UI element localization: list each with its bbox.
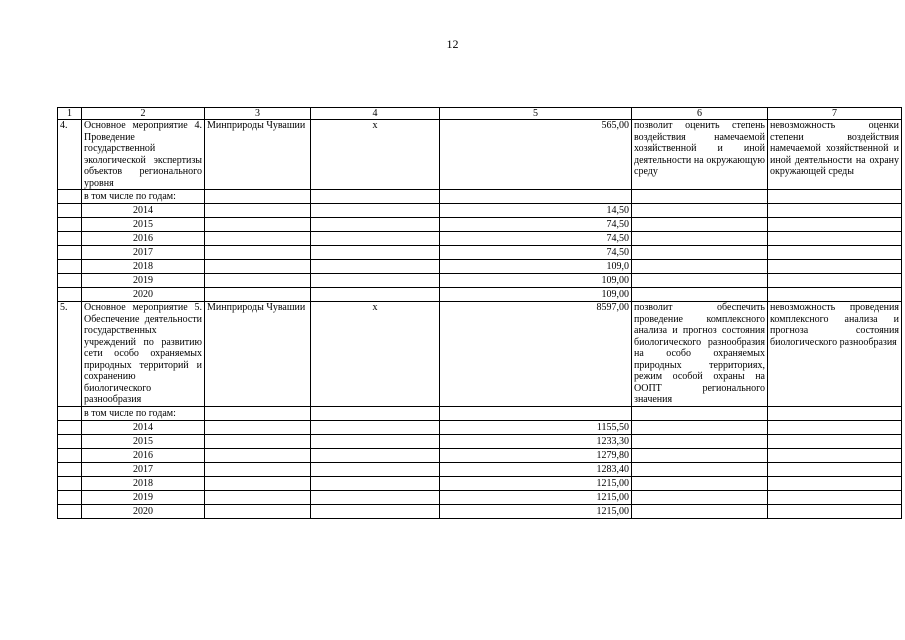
empty-cell <box>632 504 768 518</box>
year-label: 2015 <box>82 218 205 232</box>
empty-cell <box>205 204 311 218</box>
empty-cell <box>205 448 311 462</box>
empty-cell <box>632 274 768 288</box>
empty-cell <box>311 420 440 434</box>
column-header: 2 <box>82 108 205 120</box>
empty-cell <box>58 288 82 302</box>
program-measures-table <box>57 107 902 519</box>
year-label: 2020 <box>82 288 205 302</box>
empty-cell <box>632 260 768 274</box>
empty-cell <box>205 218 311 232</box>
empty-cell <box>768 448 902 462</box>
empty-cell <box>311 204 440 218</box>
by-years-row <box>58 406 902 420</box>
page-number: 12 <box>446 37 459 51</box>
empty-cell <box>58 232 82 246</box>
year-row <box>58 462 902 476</box>
measure-risk: невозможность проведения комплексного анализа и прогноза состояния биологического разнообразия <box>768 302 902 407</box>
empty-cell <box>205 260 311 274</box>
empty-cell <box>58 420 82 434</box>
empty-cell <box>768 406 902 420</box>
empty-cell <box>632 190 768 204</box>
year-row <box>58 448 902 462</box>
year-label: 2019 <box>82 274 205 288</box>
empty-cell <box>632 434 768 448</box>
by-years-label: в том числе по годам: <box>82 190 205 204</box>
empty-cell <box>58 260 82 274</box>
measure-col4: х <box>311 120 440 190</box>
year-label: 2017 <box>82 462 205 476</box>
empty-cell <box>440 406 632 420</box>
year-value: 1215,00 <box>440 504 632 518</box>
empty-cell <box>632 246 768 260</box>
empty-cell <box>632 462 768 476</box>
empty-cell <box>632 288 768 302</box>
year-value: 1215,00 <box>440 476 632 490</box>
year-row <box>58 260 902 274</box>
year-label: 2020 <box>82 504 205 518</box>
year-row <box>58 420 902 434</box>
measure-total: 8597,00 <box>440 302 632 407</box>
column-header: 5 <box>440 108 632 120</box>
year-label: 2016 <box>82 232 205 246</box>
year-value: 1233,30 <box>440 434 632 448</box>
empty-cell <box>311 476 440 490</box>
year-label: 2016 <box>82 448 205 462</box>
year-row <box>58 204 902 218</box>
empty-cell <box>205 190 311 204</box>
measure-number: 4. <box>58 120 82 190</box>
year-label: 2015 <box>82 434 205 448</box>
measure-result: позволит обеспечить проведение комплексного анализа и прогноз состояния биологического разнообразия на особо охраняемых природных территориях, режим особой охраны на ООПТ регионального значения <box>632 302 768 407</box>
header-row <box>58 108 902 120</box>
empty-cell <box>632 232 768 246</box>
empty-cell <box>58 476 82 490</box>
empty-cell <box>440 190 632 204</box>
by-years-row <box>58 190 902 204</box>
year-value: 74,50 <box>440 232 632 246</box>
year-value: 14,50 <box>440 204 632 218</box>
empty-cell <box>58 204 82 218</box>
year-label: 2014 <box>82 204 205 218</box>
empty-cell <box>311 274 440 288</box>
empty-cell <box>632 420 768 434</box>
empty-cell <box>58 490 82 504</box>
empty-cell <box>311 434 440 448</box>
empty-cell <box>632 490 768 504</box>
empty-cell <box>58 434 82 448</box>
year-value: 109,00 <box>440 274 632 288</box>
year-row <box>58 490 902 504</box>
year-row <box>58 246 902 260</box>
empty-cell <box>311 190 440 204</box>
empty-cell <box>311 218 440 232</box>
empty-cell <box>205 406 311 420</box>
measure-executor: Минприроды Чувашии <box>205 302 311 407</box>
empty-cell <box>58 246 82 260</box>
empty-cell <box>311 448 440 462</box>
empty-cell <box>768 232 902 246</box>
year-row <box>58 288 902 302</box>
empty-cell <box>205 420 311 434</box>
year-row <box>58 504 902 518</box>
empty-cell <box>768 190 902 204</box>
empty-cell <box>768 260 902 274</box>
empty-cell <box>768 204 902 218</box>
column-header: 3 <box>205 108 311 120</box>
empty-cell <box>311 288 440 302</box>
empty-cell <box>205 476 311 490</box>
column-header: 6 <box>632 108 768 120</box>
year-label: 2017 <box>82 246 205 260</box>
empty-cell <box>205 434 311 448</box>
empty-cell <box>311 504 440 518</box>
empty-cell <box>58 218 82 232</box>
by-years-label: в том числе по годам: <box>82 406 205 420</box>
empty-cell <box>768 434 902 448</box>
empty-cell <box>205 462 311 476</box>
year-value: 109,0 <box>440 260 632 274</box>
measure-number: 5. <box>58 302 82 407</box>
empty-cell <box>632 448 768 462</box>
column-header: 7 <box>768 108 902 120</box>
measure-risk: невозможность оценки степени воздействия намечаемой хозяйственной и иной деятельности на охрану окружающей среды <box>768 120 902 190</box>
year-value: 74,50 <box>440 246 632 260</box>
measure-row <box>58 302 902 407</box>
empty-cell <box>632 476 768 490</box>
empty-cell <box>768 218 902 232</box>
measure-executor: Минприроды Чувашии <box>205 120 311 190</box>
empty-cell <box>205 288 311 302</box>
empty-cell <box>311 490 440 504</box>
measure-name: Основное мероприятие 4. Проведение государственной экологической экспертизы объектов регионального уровня <box>82 120 205 190</box>
year-row <box>58 434 902 448</box>
measure-result: позволит оценить степень воздействия намечаемой хозяйственной и иной деятельности на окружающую среду <box>632 120 768 190</box>
year-row <box>58 274 902 288</box>
empty-cell <box>58 504 82 518</box>
empty-cell <box>632 406 768 420</box>
empty-cell <box>768 274 902 288</box>
year-value: 109,00 <box>440 288 632 302</box>
measure-row <box>58 120 902 190</box>
empty-cell <box>311 462 440 476</box>
year-label: 2019 <box>82 490 205 504</box>
year-row <box>58 476 902 490</box>
empty-cell <box>311 232 440 246</box>
empty-cell <box>311 406 440 420</box>
empty-cell <box>205 274 311 288</box>
empty-cell <box>768 420 902 434</box>
empty-cell <box>311 246 440 260</box>
empty-cell <box>768 476 902 490</box>
empty-cell <box>58 462 82 476</box>
empty-cell <box>311 260 440 274</box>
empty-cell <box>205 504 311 518</box>
empty-cell <box>58 406 82 420</box>
empty-cell <box>768 462 902 476</box>
year-value: 1279,80 <box>440 448 632 462</box>
empty-cell <box>58 190 82 204</box>
year-value: 1155,50 <box>440 420 632 434</box>
empty-cell <box>58 274 82 288</box>
year-row <box>58 218 902 232</box>
empty-cell <box>632 218 768 232</box>
year-value: 74,50 <box>440 218 632 232</box>
empty-cell <box>205 490 311 504</box>
empty-cell <box>768 490 902 504</box>
empty-cell <box>58 448 82 462</box>
year-label: 2014 <box>82 420 205 434</box>
empty-cell <box>768 504 902 518</box>
column-header: 4 <box>311 108 440 120</box>
column-header: 1 <box>58 108 82 120</box>
year-value: 1215,00 <box>440 490 632 504</box>
year-label: 2018 <box>82 476 205 490</box>
measure-total: 565,00 <box>440 120 632 190</box>
empty-cell <box>205 246 311 260</box>
measure-name: Основное мероприятие 5. Обеспечение деятельности государственных учреждений по развитию сети особо охраняемых природных территорий и сохранению биологического разнообразия <box>82 302 205 407</box>
year-value: 1283,40 <box>440 462 632 476</box>
empty-cell <box>768 288 902 302</box>
year-label: 2018 <box>82 260 205 274</box>
empty-cell <box>768 246 902 260</box>
empty-cell <box>632 204 768 218</box>
measure-col4: х <box>311 302 440 407</box>
empty-cell <box>205 232 311 246</box>
year-row <box>58 232 902 246</box>
